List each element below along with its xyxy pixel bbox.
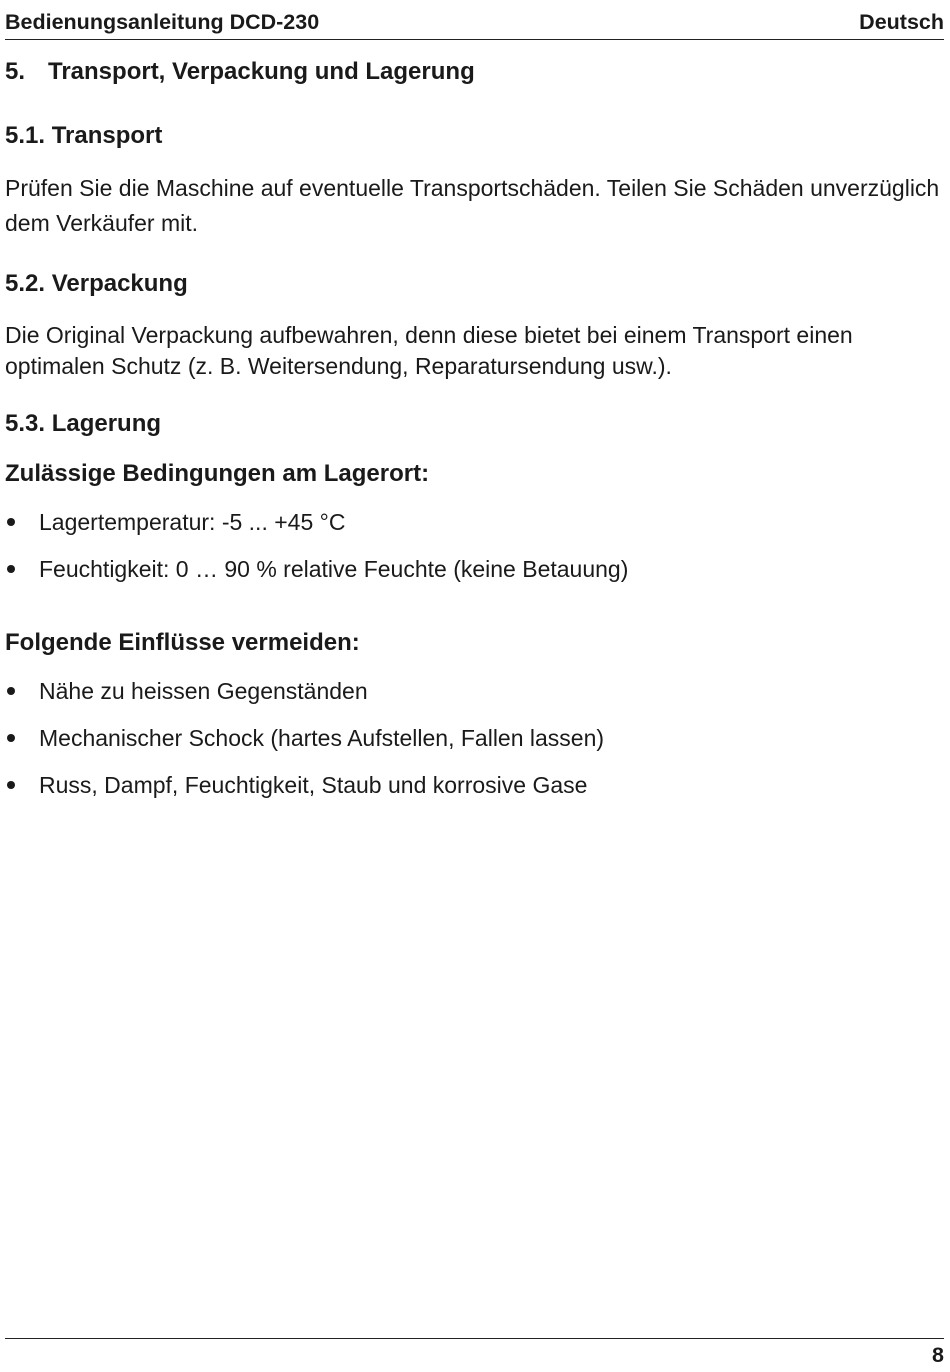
section-heading-storage: 5.3. Lagerung — [5, 410, 162, 437]
list-item: Mechanischer Schock (hartes Aufstellen, Fallen lassen) — [5, 726, 604, 773]
language-label: Deutsch — [859, 9, 944, 34]
section-text-transport: Prüfen Sie die Maschine auf eventuelle Transportschäden. Teilen Sie Schäden unverzüglich dem Verkäufer mit. — [5, 175, 940, 236]
bullet-icon — [7, 565, 15, 573]
page-number: 8 — [932, 1343, 944, 1367]
chapter-heading — [5, 58, 475, 86]
section-heading-transport: 5.1. Transport — [5, 122, 163, 149]
bullet-icon — [7, 781, 15, 789]
chapter-title: Transport, Verpackung und Lagerung — [48, 58, 475, 85]
avoid-influences-heading: Folgende Einflüsse vermeiden: — [5, 629, 360, 656]
list-item: Nähe zu heissen Gegenständen — [5, 679, 604, 726]
page-header — [5, 5, 944, 40]
storage-conditions-list — [5, 510, 628, 604]
document-title: Bedienungsanleitung DCD-230 — [5, 9, 320, 34]
bullet-icon — [7, 734, 15, 742]
chapter-number: 5. — [5, 58, 26, 85]
avoid-influences-list — [5, 679, 604, 820]
list-item: Feuchtigkeit: 0 … 90 % relative Feuchte (keine Betauung) — [5, 557, 628, 604]
storage-conditions-heading: Zulässige Bedingungen am Lagerort: — [5, 460, 430, 487]
section-text-packaging: Die Original Verpackung aufbewahren, denn diese bietet bei einem Transport einen optimalen Schutz (z. B. Weitersendung, Reparatursendung usw.). — [5, 322, 853, 379]
bullet-icon — [7, 687, 15, 695]
bullet-icon — [7, 518, 15, 526]
page-footer — [5, 1338, 944, 1371]
list-item: Russ, Dampf, Feuchtigkeit, Staub und korrosive Gase — [5, 773, 604, 820]
section-heading-packaging: 5.2. Verpackung — [5, 270, 188, 297]
list-item: Lagertemperatur: -5 ... +45 °C — [5, 510, 628, 557]
